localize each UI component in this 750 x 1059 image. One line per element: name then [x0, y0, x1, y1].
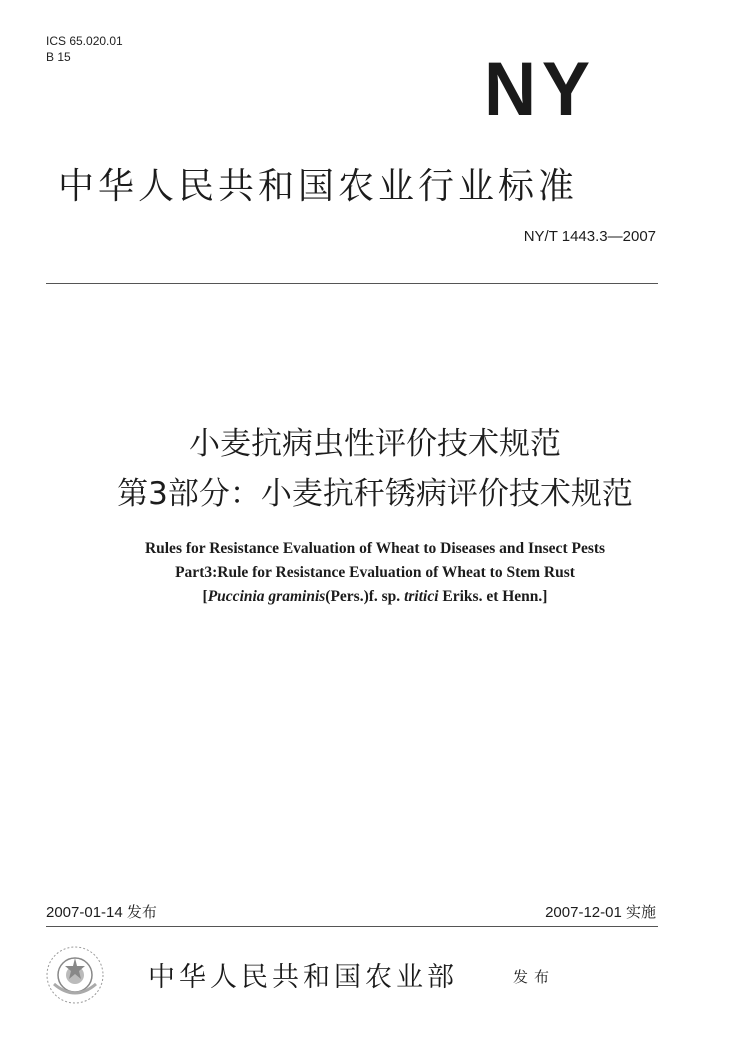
- latin-name-genus: Puccinia graminis: [207, 588, 326, 605]
- ccs-code: B 15: [46, 50, 71, 64]
- title-en-line2: Part3:Rule for Resistance Evaluation of Wheat to Stem Rust: [175, 564, 575, 581]
- ics-code: ICS 65.020.01: [46, 34, 123, 48]
- implement-date: 2007-12-01 实施: [545, 904, 656, 921]
- issuing-ministry: 中华人民共和国农业部: [148, 962, 458, 993]
- title-en-line3: [0, 588, 750, 606]
- title-cn-line2: 第3部分：小麦抗秆锈病评价技术规范: [117, 476, 633, 512]
- latin-name-authority: (Pers.)f. sp.: [325, 588, 401, 605]
- issue-date: 2007-01-14 发布: [46, 904, 157, 921]
- standard-type-heading: 中华人民共和国农业行业标准: [58, 166, 579, 207]
- classification-codes: [46, 33, 123, 65]
- bracket-open: [: [202, 588, 208, 605]
- issue-label: 发布: [513, 968, 556, 986]
- footer-divider: [46, 926, 658, 927]
- title-en-line1: Rules for Resistance Evaluation of Wheat to Diseases and Insect Pests: [144, 540, 606, 557]
- standard-code: NY/T 1443.3—2007: [523, 228, 656, 245]
- header-divider: [46, 283, 658, 284]
- ny-logo: NY: [484, 47, 596, 132]
- latin-name-end: Eriks. et Henn.]: [442, 588, 548, 605]
- title-cn-line1: 小麦抗病虫性评价技术规范: [189, 426, 561, 462]
- latin-name-forma: tritici: [404, 588, 439, 605]
- ministry-seal-icon: [44, 944, 106, 1006]
